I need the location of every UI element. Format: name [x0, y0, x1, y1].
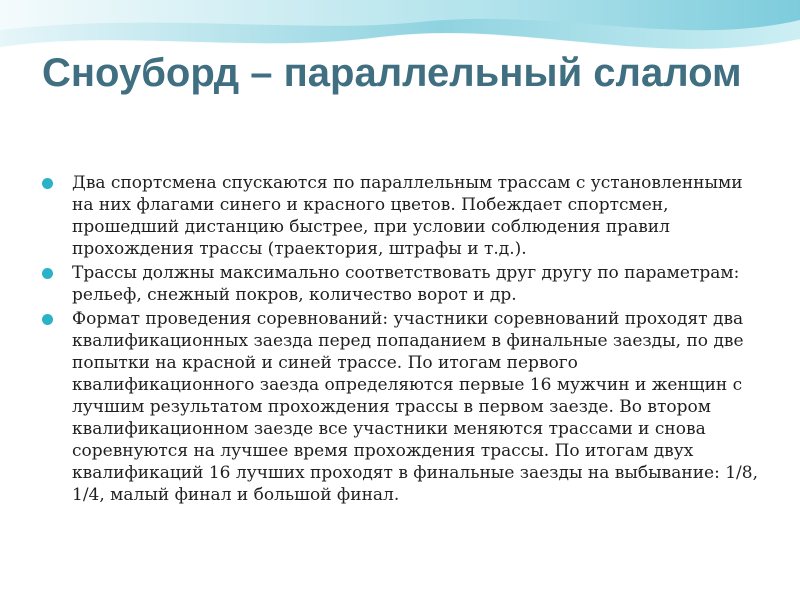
- bullet-item: [40, 262, 760, 306]
- bullet-dot-icon: [42, 178, 53, 189]
- bullet-text: Два спортсмена спускаются по параллельным трассам с установленными на них флагами синего и красного цветов. Побеждает спортсмен, прошедший дистанцию быстрее, при условии соблюдения правил прохождения трассы (траектория, штрафы и т.д.).: [72, 173, 743, 259]
- bullet-list: [40, 172, 760, 508]
- bullet-item: [40, 308, 760, 506]
- bullet-text: Формат проведения соревнований: участники соревнований проходят два квалификационных заезда перед попаданием в финальные заезды, по две попытки на красной и синей трассе. По итогам первого квалификационного заезда определяются первые 16 мужчин и женщин с лучшим результатом прохождения трассы в первом заезде. Во втором квалификационном заезде все участники меняются трассами и снова соревнуются на лучшее время прохождения трассы. По итогам двух квалификаций 16 лучших проходят в финальные заезды на выбывание: 1/8, 1/4, малый финал и большой финал.: [72, 309, 758, 505]
- slide-title: Сноуборд – параллельный слалом: [42, 51, 742, 95]
- bullet-dot-icon: [42, 314, 53, 325]
- bullet-dot-icon: [42, 268, 53, 279]
- bullet-item: [40, 172, 760, 260]
- bullet-text: Трассы должны максимально соответствовать друг другу по параметрам: рельеф, снежный покров, количество ворот и др.: [72, 263, 740, 305]
